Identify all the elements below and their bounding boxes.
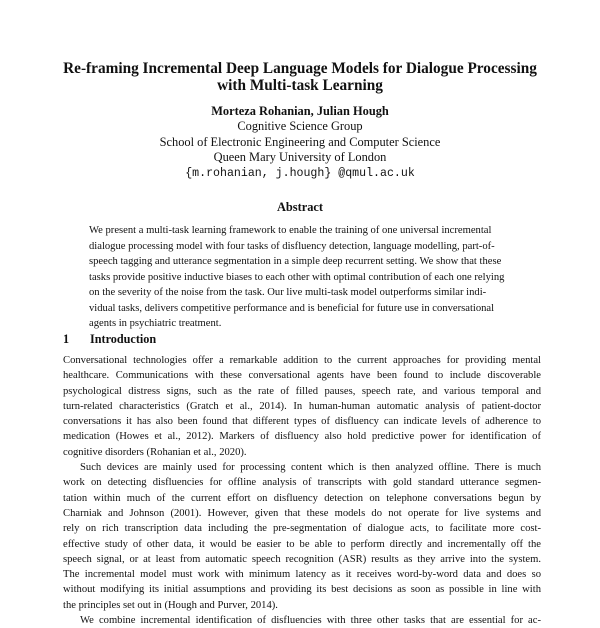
body-line: psychological distress signs, such as the rate of filled pauses, speech rate, and various temporal and bbox=[63, 385, 541, 397]
title-line: with Multi-task Learning bbox=[217, 77, 383, 94]
author-block bbox=[60, 104, 540, 181]
body-line: speech signal, or at least from automatic speech recognition (ASR) results as they arrive into the system. bbox=[63, 553, 541, 565]
section-title: Introduction bbox=[90, 332, 157, 346]
body-line: without modifying its initial assumptions and providing its best decisions as soon as possible in line with bbox=[63, 584, 541, 596]
section-number: 1 bbox=[63, 332, 70, 346]
body-line: The incremental model must work with minimum latency as it receives word-by-word data and does so bbox=[63, 569, 541, 581]
abstract-line: speech tagging and utterance segmentation in a simple deep recurrent setting. We show that these bbox=[89, 256, 502, 267]
abstract-line: on the severity of the noise from the task. Our live multi-task model outperforms similar indi- bbox=[89, 287, 487, 298]
abstract-line: vidual tasks, delivers competitive performance and is beneficial for future use in conversational bbox=[89, 302, 495, 314]
body-line: turn-related characteristics (Gratch et al., 2014). In human-human automatic analysis of patient-doctor bbox=[63, 400, 541, 412]
body-line: Such devices are mainly used for processing content which is then analyzed offline. There is much bbox=[80, 462, 541, 474]
body-line: We combine incremental identification of disfluencies with three other tasks that are essential for ac- bbox=[80, 615, 541, 627]
abstract-line: dialogue processing model with four tasks of disfluency detection, language modelling, part-of- bbox=[89, 240, 495, 252]
body-line: the principles set out in (Hough and Purver, 2014). bbox=[63, 599, 278, 611]
paper-title bbox=[60, 60, 540, 94]
body-line: Charniak and Johnson (2001). However, given that these models do not operate for live systems and bbox=[63, 507, 541, 519]
body-line: medication (Howes et al., 2012). Markers of disfluency also hold predictive power for identification of bbox=[63, 431, 541, 443]
abstract-body bbox=[89, 223, 514, 332]
abstract-heading: Abstract bbox=[276, 200, 324, 214]
author-names: Morteza Rohanian, Julian Hough bbox=[211, 104, 389, 118]
body-line: cognitive disorders (Rohanian et al., 2020). bbox=[63, 446, 247, 458]
body-line: tation within much of the current effort on disfluency detection on telephone conversations begun by bbox=[63, 492, 541, 504]
body-line: Conversational technologies offer a remarkable addition to the current approaches for providing mental bbox=[63, 355, 541, 366]
body-line: effective study of other data, it would be easier to be able to perform directly and incrementally off the bbox=[63, 538, 541, 550]
abstract-line: tasks provide positive inductive biases to each other with optimal contribution of each one relying bbox=[89, 271, 505, 283]
title-line: Re-framing Incremental Deep Language Models for Dialogue Processing bbox=[63, 60, 537, 77]
body-line: conversations it has also been found that different types of disfluency can indicate levels of adherence to bbox=[63, 416, 541, 428]
affiliation-line: School of Electronic Engineering and Computer Science bbox=[159, 134, 441, 149]
author-email: {m.rohanian, j.hough} @qmul.ac.uk bbox=[185, 166, 415, 180]
body-line: healthcare. Communications with these conversational agents have been found to include discoverable bbox=[63, 370, 541, 382]
body-line: rely on rich transcription data including the pre-segmentation of dialogue acts, to facilitate more cost- bbox=[63, 523, 541, 535]
abstract-line: We present a multi-task learning framework to enable the training of one universal incremental bbox=[89, 225, 492, 236]
affiliation-line: Queen Mary University of London bbox=[213, 150, 387, 165]
body-text bbox=[63, 353, 541, 628]
body-line: work on detecting disfluencies for offline analysis of transcripts with gold standard utterance segmen- bbox=[63, 477, 541, 489]
section-heading bbox=[63, 332, 156, 347]
affiliation-line: Cognitive Science Group bbox=[237, 119, 363, 133]
abstract-line: agents in psychiatric treatment. bbox=[89, 318, 222, 329]
